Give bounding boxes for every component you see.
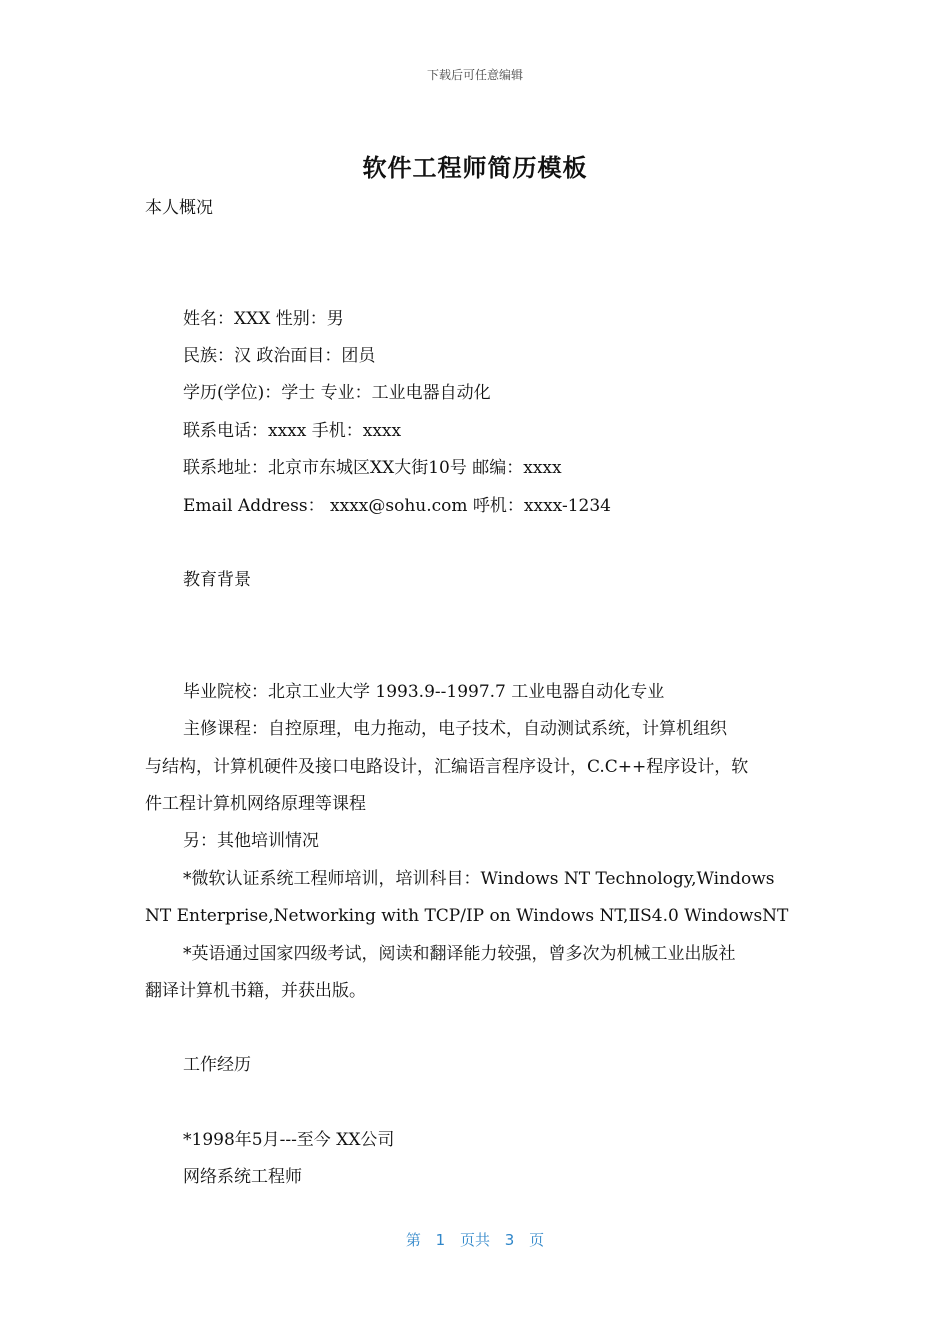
profile-ethnicity-politics: 民族：汉 政治面目：团员	[183, 346, 376, 366]
profile-email-pager: Email Address： xxxx@sohu.com 呼机：xxxx-1234	[183, 496, 611, 516]
document-title: 软件工程师简历模板	[362, 154, 588, 182]
education-english-line-1: *英语通过国家四级考试，阅读和翻译能力较强，曾多次为机械工业出版社	[183, 944, 736, 964]
header-note: 下载后可任意编辑	[426, 68, 523, 82]
education-courses-line-1: 主修课程：自控原理，电力拖动，电子技术，自动测试系统，计算机组织	[183, 719, 727, 739]
section-heading-profile: 本人概况	[145, 198, 213, 218]
section-heading-work: 工作经历	[183, 1055, 251, 1075]
page-footer: 第 1 页共 3 页	[405, 1231, 545, 1249]
work-position: 网络系统工程师	[183, 1167, 302, 1187]
education-courses-line-2: 与结构，计算机硬件及接口电路设计，汇编语言程序设计，C.C++程序设计，软	[145, 757, 749, 777]
profile-degree-major: 学历(学位)：学士 专业：工业电器自动化	[183, 383, 491, 403]
education-ms-training-line-2: NT Enterprise,Networking with TCP/IP on Windows NT,ⅡS4.0 WindowsNT	[145, 906, 789, 926]
profile-phone-mobile: 联系电话：xxxx 手机：xxxx	[183, 421, 402, 441]
education-other-training: 另：其他培训情况	[183, 831, 319, 851]
section-heading-education: 教育背景	[183, 570, 251, 590]
profile-address-zip: 联系地址：北京市东城区XX大街10号 邮编：xxxx	[183, 458, 562, 478]
education-school: 毕业院校：北京工业大学 1993.9--1997.7 工业电器自动化专业	[183, 682, 665, 702]
work-period-company: *1998年5月---至今 XX公司	[183, 1130, 395, 1150]
education-courses-line-3: 件工程计算机网络原理等课程	[145, 794, 366, 814]
education-english-line-2: 翻译计算机书籍，并获出版。	[145, 981, 366, 1001]
education-ms-training-line-1: *微软认证系统工程师培训，培训科目：Windows NT Technology,Windows	[183, 869, 775, 889]
profile-name-gender: 姓名：XXX 性别：男	[183, 309, 344, 329]
